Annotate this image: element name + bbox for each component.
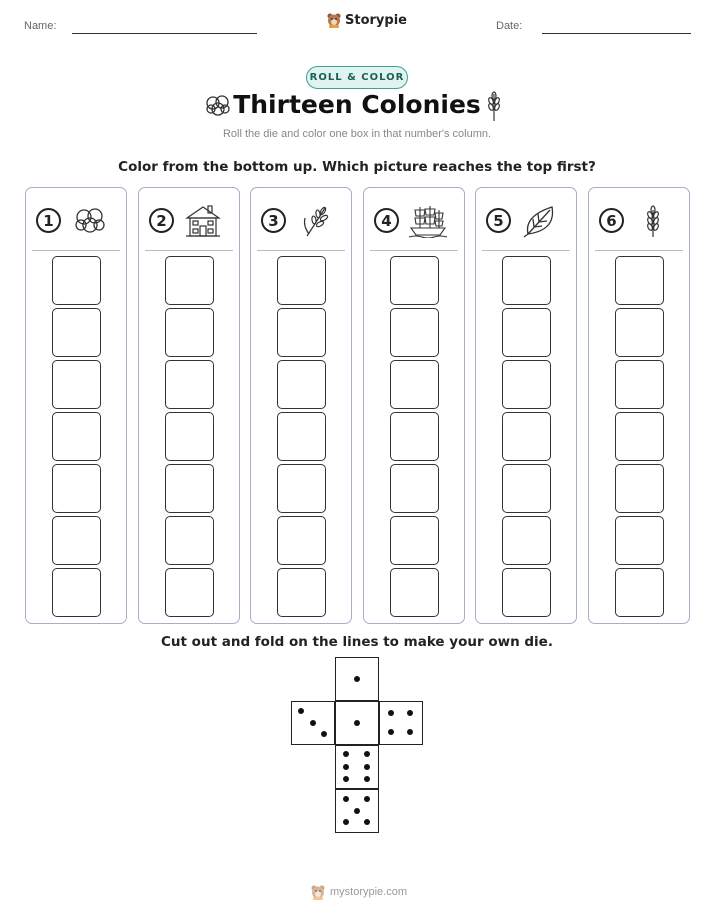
- color-box[interactable]: [52, 412, 101, 461]
- roll-color-badge: ROLL & COLOR: [306, 66, 408, 89]
- die-face-6: [335, 745, 379, 789]
- die-face-1: [335, 657, 379, 701]
- color-box[interactable]: [52, 360, 101, 409]
- column-4: [363, 187, 465, 624]
- color-box[interactable]: [165, 568, 214, 617]
- color-box[interactable]: [165, 256, 214, 305]
- column-header: [36, 204, 116, 238]
- color-box[interactable]: [52, 516, 101, 565]
- die-pip: [364, 776, 370, 782]
- die-pip: [310, 720, 316, 726]
- die-pip: [343, 764, 349, 770]
- color-box[interactable]: [165, 464, 214, 513]
- column-divider: [257, 250, 345, 251]
- die-pip: [343, 751, 349, 757]
- die-pip: [388, 710, 394, 716]
- color-box[interactable]: [52, 308, 101, 357]
- column-header: [374, 204, 454, 238]
- die-pip: [364, 751, 370, 757]
- color-box[interactable]: [615, 308, 664, 357]
- color-box[interactable]: [165, 516, 214, 565]
- die-pip: [354, 676, 360, 682]
- die-pip: [354, 720, 360, 726]
- die-face-1: [335, 701, 379, 745]
- color-box[interactable]: [502, 568, 551, 617]
- die-pip: [343, 796, 349, 802]
- color-box[interactable]: [390, 256, 439, 305]
- color-box[interactable]: [52, 256, 101, 305]
- die-pip: [388, 729, 394, 735]
- color-box[interactable]: [615, 412, 664, 461]
- column-divider: [145, 250, 233, 251]
- die-pip: [407, 729, 413, 735]
- wheat-icon: [295, 204, 335, 238]
- grain-icon: [633, 204, 673, 238]
- color-box[interactable]: [277, 360, 326, 409]
- column-6: [588, 187, 690, 624]
- color-box[interactable]: [277, 568, 326, 617]
- die-pip: [343, 819, 349, 825]
- name-line[interactable]: [72, 33, 257, 34]
- column-3: [250, 187, 352, 624]
- house-icon: [183, 204, 223, 238]
- color-box[interactable]: [390, 464, 439, 513]
- date-label: Date:: [496, 20, 523, 32]
- color-box[interactable]: [390, 568, 439, 617]
- color-box[interactable]: [277, 256, 326, 305]
- column-divider: [32, 250, 120, 251]
- color-box[interactable]: [277, 516, 326, 565]
- color-box[interactable]: [165, 412, 214, 461]
- brand-logo: [326, 12, 407, 28]
- footer: [310, 884, 407, 900]
- brand-name: Storypie: [345, 12, 407, 28]
- page-title: Thirteen Colonies: [233, 90, 481, 119]
- column-divider: [482, 250, 570, 251]
- color-box[interactable]: [390, 308, 439, 357]
- leaf-icon: [520, 204, 560, 238]
- color-box[interactable]: [277, 308, 326, 357]
- bear-logo-icon: [326, 12, 342, 28]
- bear-footer-icon: [310, 884, 326, 900]
- die-pip: [364, 764, 370, 770]
- die-pip: [407, 710, 413, 716]
- color-box[interactable]: [277, 412, 326, 461]
- color-box[interactable]: [277, 464, 326, 513]
- date-line[interactable]: [542, 33, 691, 34]
- die-pip: [343, 776, 349, 782]
- color-box[interactable]: [502, 308, 551, 357]
- die-pip: [298, 708, 304, 714]
- color-box[interactable]: [502, 464, 551, 513]
- name-label: Name:: [24, 20, 57, 32]
- color-box[interactable]: [52, 464, 101, 513]
- wheat-title-icon: [484, 90, 504, 122]
- cut-instruction: Cut out and fold on the lines to make your own die.: [161, 634, 553, 650]
- die-face-5: [335, 789, 379, 833]
- column-2: [138, 187, 240, 624]
- ship-icon: [408, 204, 448, 238]
- color-box[interactable]: [390, 516, 439, 565]
- column-5: [475, 187, 577, 624]
- color-box[interactable]: [615, 464, 664, 513]
- color-box[interactable]: [390, 360, 439, 409]
- column-number: 2: [149, 208, 174, 233]
- cotton-icon: [70, 204, 110, 238]
- color-box[interactable]: [502, 256, 551, 305]
- column-number: 3: [261, 208, 286, 233]
- column-number: 1: [36, 208, 61, 233]
- die-face-3: [291, 701, 335, 745]
- column-number: 5: [486, 208, 511, 233]
- color-box[interactable]: [52, 568, 101, 617]
- column-header: [486, 204, 566, 238]
- die-pip: [364, 796, 370, 802]
- die-pip: [321, 731, 327, 737]
- color-box[interactable]: [615, 516, 664, 565]
- column-divider: [370, 250, 458, 251]
- column-header: [149, 204, 229, 238]
- column-1: [25, 187, 127, 624]
- color-box[interactable]: [615, 568, 664, 617]
- column-divider: [595, 250, 683, 251]
- color-box[interactable]: [502, 516, 551, 565]
- color-box[interactable]: [615, 256, 664, 305]
- column-number: 4: [374, 208, 399, 233]
- die-pip: [364, 819, 370, 825]
- color-box[interactable]: [502, 360, 551, 409]
- column-header: [261, 204, 341, 238]
- color-box[interactable]: [502, 412, 551, 461]
- die-face-4: [379, 701, 423, 745]
- subtitle: Roll the die and color one box in that number's column.: [222, 128, 492, 140]
- footer-url: mystorypie.com: [330, 886, 408, 898]
- color-box[interactable]: [615, 360, 664, 409]
- instruction: Color from the bottom up. Which picture reaches the top first?: [118, 159, 596, 175]
- color-box[interactable]: [390, 412, 439, 461]
- color-box[interactable]: [165, 308, 214, 357]
- column-header: [599, 204, 679, 238]
- color-box[interactable]: [165, 360, 214, 409]
- die-pip: [354, 808, 360, 814]
- column-number: 6: [599, 208, 624, 233]
